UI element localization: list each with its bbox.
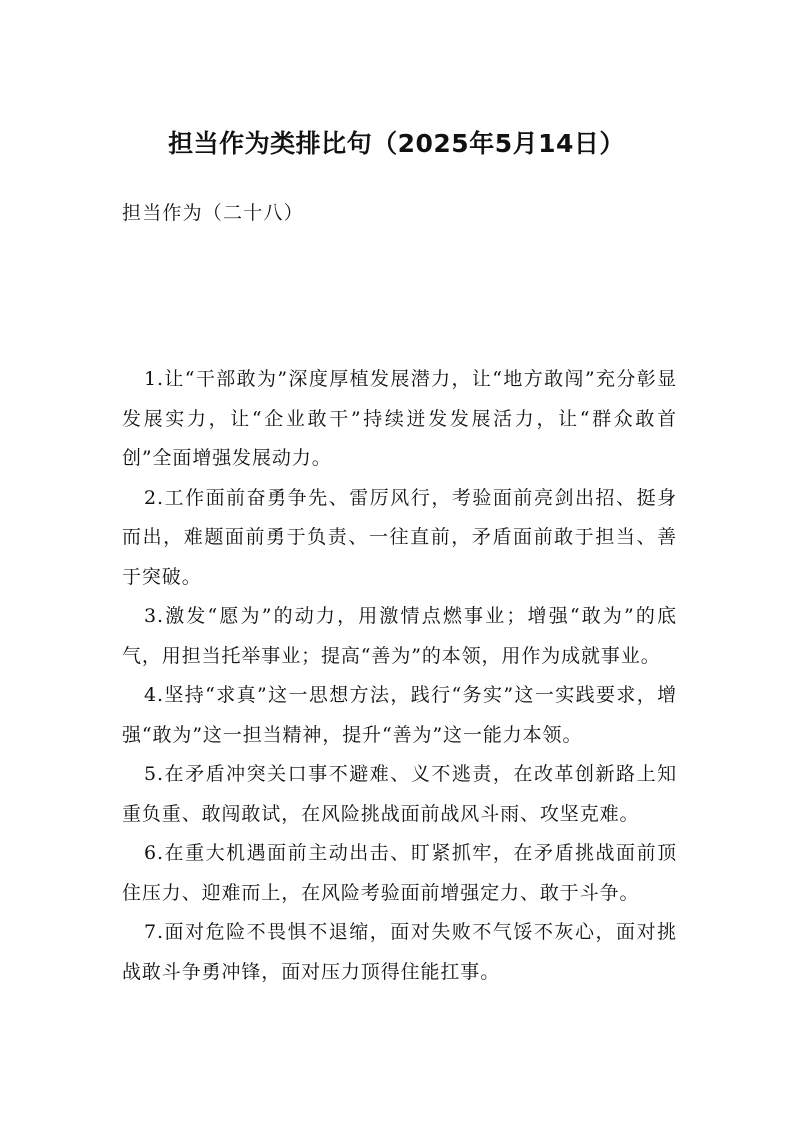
paragraph-1: 1.让“干部敢为”深度厚植发展潜力，让“地方敢闯”充分彰显发展实力，让“企业敢干”持续迸发发展活力，让“群众敢首创”全面增强发展动力。: [122, 368, 677, 469]
paragraph-7: 7.面对危险不畏惧不退缩，面对失败不气馁不灰心，面对挑战敢斗争勇冲锋，面对压力顶得住能扛事。: [122, 921, 677, 983]
paragraph-3: 3.激发“愿为”的动力，用激情点燃事业；增强“敢为”的底气，用担当托举事业；提高“善为”的本领，用作为成就事业。: [122, 605, 677, 667]
paragraph-4: 4.坚持“求真”这一思想方法，践行“务实”这一实践要求，增强“敢为”这一担当精神，提升“善为”这一能力本领。: [122, 684, 677, 746]
paragraph-5: 5.在矛盾冲突关口事不避难、义不逃责，在改革创新路上知重负重、敢闯敢试，在风险挑战面前战风斗雨、攻坚克难。: [122, 763, 677, 825]
document-body: [122, 360, 677, 992]
document-subtitle: 担当作为（二十八）: [122, 202, 304, 224]
paragraph-2: 2.工作面前奋勇争先、雷厉风行，考验面前亮剑出招、挺身而出，难题面前勇于负责、一往直前，矛盾面前敢于担当、善于突破。: [122, 486, 677, 588]
paragraph-6: 6.在重大机遇面前主动出击、盯紧抓牢，在矛盾挑战面前顶住压力、迎难而上，在风险考验面前增强定力、敢于斗争。: [122, 842, 677, 904]
document-title: 担当作为类排比句（2025年5月14日）: [168, 129, 625, 158]
